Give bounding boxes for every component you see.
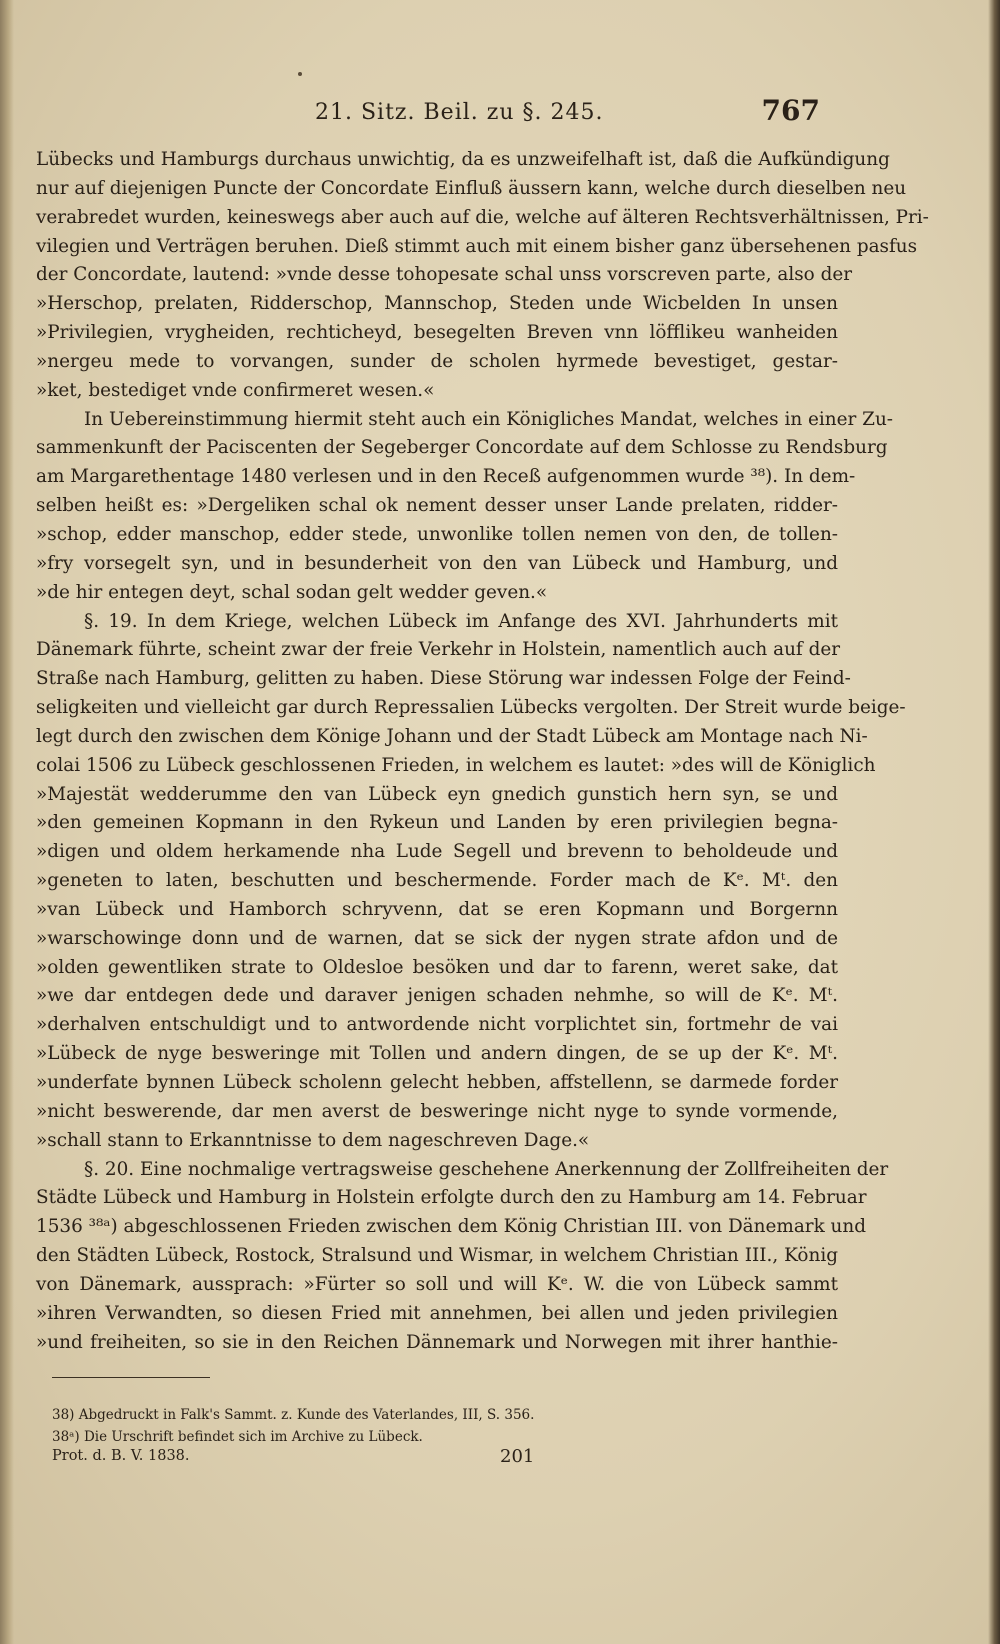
text-line: Städte Lübeck und Hamburg in Holstein erfolgte durch den zu Hamburg am 14. Februar xyxy=(36,1187,867,1209)
text-line: »Lübeck de nyge besweringe mit Tollen und andern dingen, de se up der Kᵉ. Mᵗ. xyxy=(36,1043,838,1065)
text-line: von Dänemark, aussprach: »Fürter so soll und will Kᵉ. W. die von Lübeck sammt xyxy=(36,1273,838,1295)
page-number: 767 xyxy=(761,94,820,127)
page-header xyxy=(50,94,820,134)
text-line: »den gemeinen Kopmann in den Rykeun und Landen by eren privilegien begna- xyxy=(36,812,838,834)
text-line: den Städten Lübeck, Rostock, Stralsund und Wismar, in welchem Christian III., König xyxy=(36,1245,838,1267)
text-line: »digen und oldem herkamende nha Lude Segell und brevenn to beholdeude und xyxy=(36,841,838,863)
text-line: »schall stann to Erkanntnisse to dem nageschreven Dage.« xyxy=(36,1129,590,1151)
text-line: legt durch den zwischen dem Könige Johann und der Stadt Lübeck am Montage nach Ni- xyxy=(36,725,868,747)
text-line: »nicht beswerende, dar men averst de besweringe nicht nyge to synde vormende, xyxy=(36,1100,838,1122)
text-line: »underfate bynnen Lübeck scholenn gelecht hebben, affstellenn, se darmede forder xyxy=(36,1072,838,1093)
text-line: Lübecks und Hamburgs durchaus unwichtig, da es unzweifelhaft ist, daß die Aufkündigung xyxy=(36,149,890,170)
footnote: 38ᵃ) Die Urschrift befindet sich im Archive zu Lübeck. xyxy=(52,1429,423,1445)
text-line: sammenkunft der Paciscenten der Segeberger Concordate auf dem Schlosse zu Rendsburg xyxy=(36,437,888,459)
text-line: colai 1506 zu Lübeck geschlossenen Frieden, in welchem es lautet: »des will de Königlich xyxy=(36,754,876,776)
running-head: 21. Sitz. Beil. zu §. 245. xyxy=(315,100,604,125)
printer-signature: Prot. d. B. V. 1838. xyxy=(52,1448,190,1464)
text-line: »we dar entdegen dede und daraver jenigen schaden nehmhe, so will de Kᵉ. Mᵗ. xyxy=(36,985,838,1007)
section-heading-line: §. 20. Eine nochmalige vertragsweise geschehene Anerkennung der Zollfreiheiten der xyxy=(84,1158,889,1180)
text-line: »Privilegien, vrygheiden, rechticheyd, besegelten Breven vnn löfflikeu wanheiden xyxy=(36,322,838,344)
text-line: seligkeiten und vielleicht gar durch Repressalien Lübecks vergolten. Der Streit wurde beige- xyxy=(36,697,906,719)
text-line: »olden gewentliken strate to Oldesloe besöken und dar to farenn, weret sake, dat xyxy=(36,956,838,978)
text-line: »geneten to laten, beschutten und beschermende. Forder mach de Kᵉ. Mᵗ. den xyxy=(36,870,838,892)
text-line: »ket, bestediget vnde confirmeret wesen.« xyxy=(36,379,435,401)
footnote-divider xyxy=(52,1377,210,1378)
sheet-number: 201 xyxy=(500,1446,535,1467)
text-line: In Uebereinstimmung hiermit steht auch ein Königliches Mandat, welches in einer Zu- xyxy=(84,408,893,430)
text-line: »schop, edder manschop, edder stede, unwonlike tollen nemen von den, de tollen- xyxy=(36,523,838,545)
body-text xyxy=(36,146,929,1357)
text-line: »und freiheiten, so sie in den Reichen Dännemark und Norwegen mit ihrer hanthie- xyxy=(36,1331,838,1353)
text-line: »ihren Verwandten, so diesen Fried mit annehmen, bei allen und jeden privilegien xyxy=(36,1302,838,1324)
text-line: selben heißt es: »Dergeliken schal ok nement desser unser Lande prelaten, ridder- xyxy=(36,495,838,517)
text-line: »de hir entegen deyt, schal sodan gelt wedder geven.« xyxy=(36,581,548,603)
text-line: Straße nach Hamburg, gelitten zu haben. Diese Störung war indessen Folge der Feind- xyxy=(36,668,851,690)
ink-speck xyxy=(298,72,302,76)
text-line: Dänemark führte, scheint zwar der freie Verkehr in Holstein, namentlich auch auf der xyxy=(36,639,841,661)
text-line: »warschowinge donn und de warnen, dat se sick der nygen strate afdon und de xyxy=(36,927,838,949)
text-line: »van Lübeck und Hamborch schryvenn, dat se eren Kopmann und Borgernn xyxy=(36,898,838,920)
text-line: am Margarethentage 1480 verlesen und in den Receß aufgenommen wurde ³⁸). In dem- xyxy=(36,466,856,488)
text-line: »Majestät wedderumme den van Lübeck eyn gnedich gunstich hern syn, se und xyxy=(36,783,838,805)
text-line: 1536 ³⁸ᵃ) abgeschlossenen Frieden zwischen dem König Christian III. von Dänemark und xyxy=(36,1216,867,1238)
text-line: »Herschop, prelaten, Ridderschop, Mannschop, Steden unde Wicbelden In unsen xyxy=(36,293,838,315)
page-edge-shadow xyxy=(988,0,1000,1644)
text-line: »fry vorsegelt syn, und in besunderheit von den van Lübeck und Hamburg, und xyxy=(36,552,838,574)
footnotes xyxy=(52,1404,792,1448)
footnote: 38) Abgedruckt in Falk's Sammt. z. Kunde des Vaterlandes, III, S. 356. xyxy=(52,1407,535,1423)
text-line: vilegien und Verträgen beruhen. Dieß stimmt auch mit einem bisher ganz übersehenen pasfus xyxy=(36,235,918,257)
text-line: nur auf diejenigen Puncte der Concordate Einfluß äussern kann, welche durch dieselben neu xyxy=(36,177,907,199)
text-line: »nergeu mede to vorvangen, sunder de scholen hyrmede bevestiget, gestar- xyxy=(36,350,838,372)
text-line: der Concordate, lautend: »vnde desse tohopesate schal unss vorscreven parte, also der xyxy=(36,264,853,286)
book-binding-edge xyxy=(0,0,14,1644)
text-line: verabredet wurden, keineswegs aber auch auf die, welche auf älteren Rechtsverhältnissen, Pri- xyxy=(36,206,929,228)
section-heading-line: §. 19. In dem Kriege, welchen Lübeck im Anfange des XVI. Jahrhunderts mit xyxy=(84,610,838,632)
text-line: »derhalven entschuldigt und to antwordende nicht vorplichtet sin, fortmehr de vai xyxy=(36,1014,838,1036)
